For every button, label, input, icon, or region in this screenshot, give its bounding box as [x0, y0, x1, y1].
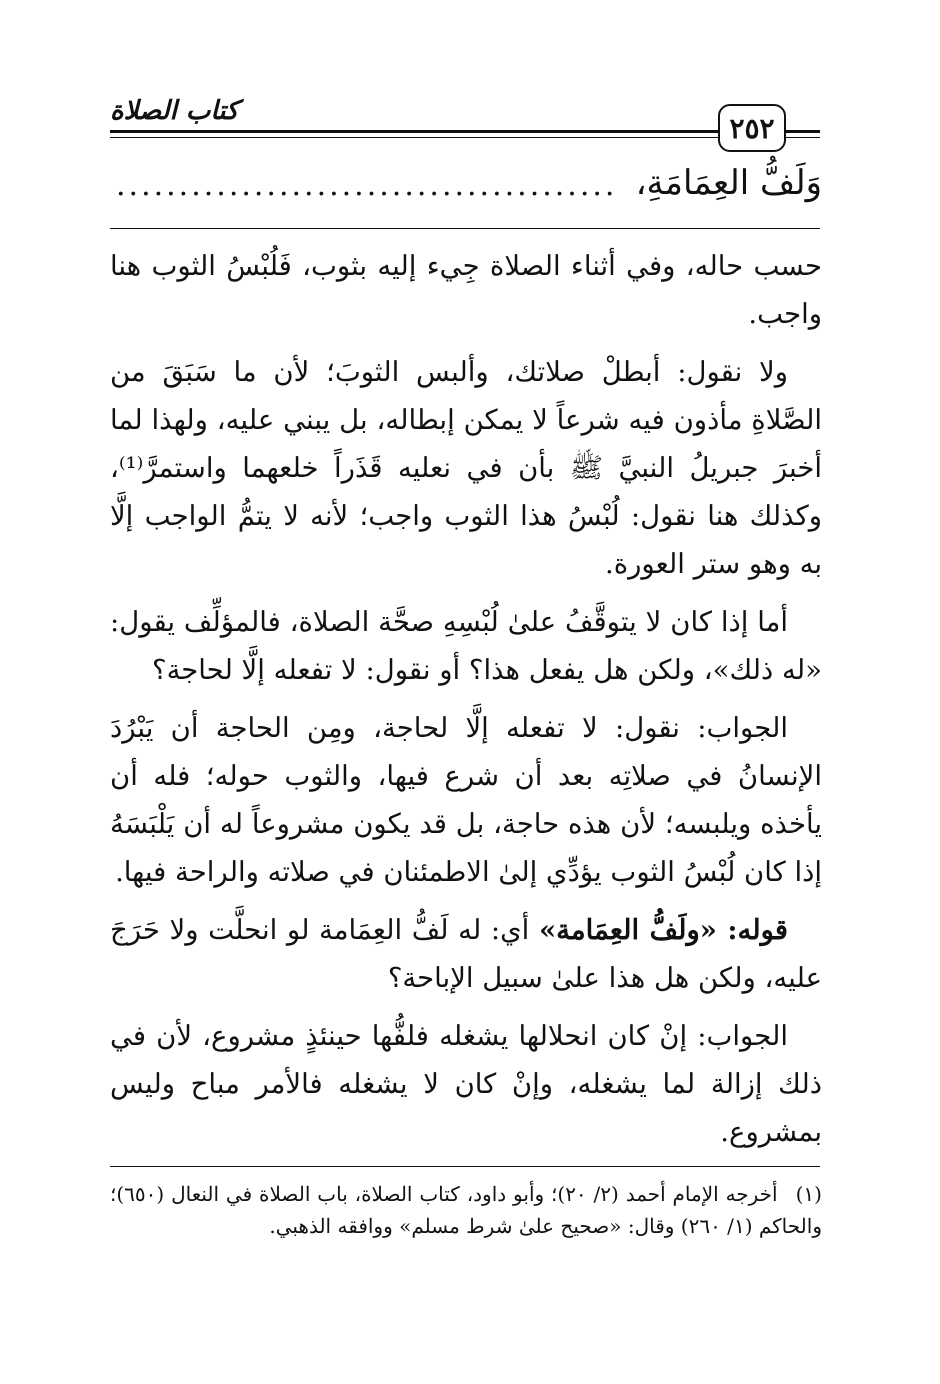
- section-rule: [110, 228, 820, 229]
- paragraph-6: الجواب: إنْ كان انحلالها يشغله فلفُّها حينئذٍ مشروع، لأن في ذلك إزالة لما يشغله، وإنْ كان لا يشغله فالأمر مباح وليس بمشروع.: [110, 1020, 822, 1148]
- paragraph-5: [110, 906, 822, 1002]
- book-title: كتاب الصلاة: [110, 96, 239, 126]
- paragraph-2: ولا نقول: أبطلْ صلاتك، وألبس الثوبَ؛ لأن ما سَبَقَ من الصَّلاةِ مأذون فيه شرعاً لا يمكن إبطاله، بل يبني عليه، ولهذا لما أخبرَ جبريلُ النبيَّ ﷺ بأن في نعليه قَذَراً خلعهما واستمرَّ⁽¹⁾، وكذلك هنا نقول: لُبْسُ هذا الثوب واجب؛ لأنه لا يتمُّ الواجب إلَّا به وهو ستر العورة.: [110, 356, 822, 580]
- footnote-text: أخرجه الإمام أحمد (٢/ ٢٠)؛ وأبو داود، كتاب الصلاة، باب الصلاة في النعال (٦٥٠)؛ والحاكم (١/ ٢٦٠) وقال: «صحيح علىٰ شرط مسلم» ووافقه الذهبي.: [110, 1182, 822, 1238]
- footnote-number: (١): [795, 1182, 822, 1206]
- body-text: [110, 242, 822, 1166]
- section-dots: ........................................: [116, 168, 618, 203]
- paragraph-1: حسب حاله، وفي أثناء الصلاة جِيء إليه بثوب، فَلُبْسُ الثوب هنا واجب.: [110, 250, 822, 330]
- paragraph-5-text: أي: له لَفُّ العِمَامة لو انحلَّت ولا حَرَجَ عليه، ولكن هل هذا علىٰ سبيل الإباحة؟: [110, 914, 822, 994]
- page-number: ٢٥٢: [718, 104, 786, 152]
- quote-lead: قوله: «ولَفُّ العِمَامة»: [538, 914, 788, 946]
- paragraph-4: الجواب: نقول: لا تفعله إلَّا لحاجة، ومِن الحاجة أن يَبْرُدَ الإنسانُ في صلاتِه بعد أن شرع فيها، والثوب حوله؛ فله أن يأخذه ويلبسه؛ لأن هذه حاجة، بل قد يكون مشروعاً له أن يَلْبَسَهُ إذا كان لُبْسُ الثوب يؤدِّي إلىٰ الاطمئنان في صلاته والراحة فيها.: [110, 712, 823, 888]
- header-rule-thin: [110, 137, 820, 138]
- footnote: [110, 1178, 822, 1242]
- section-title: وَلَفُّ العِمَامَةِ،: [635, 163, 822, 203]
- footnote-rule: [110, 1166, 820, 1167]
- paragraph-3: أما إذا كان لا يتوقَّفُ علىٰ لُبْسِهِ صحَّة الصلاة، فالمؤلِّف يقول: «له ذلك»، ولكن هل يفعل هذا؟ أو نقول: لا تفعله إلَّا لحاجة؟: [110, 606, 822, 686]
- header-rule-thick: [110, 130, 820, 133]
